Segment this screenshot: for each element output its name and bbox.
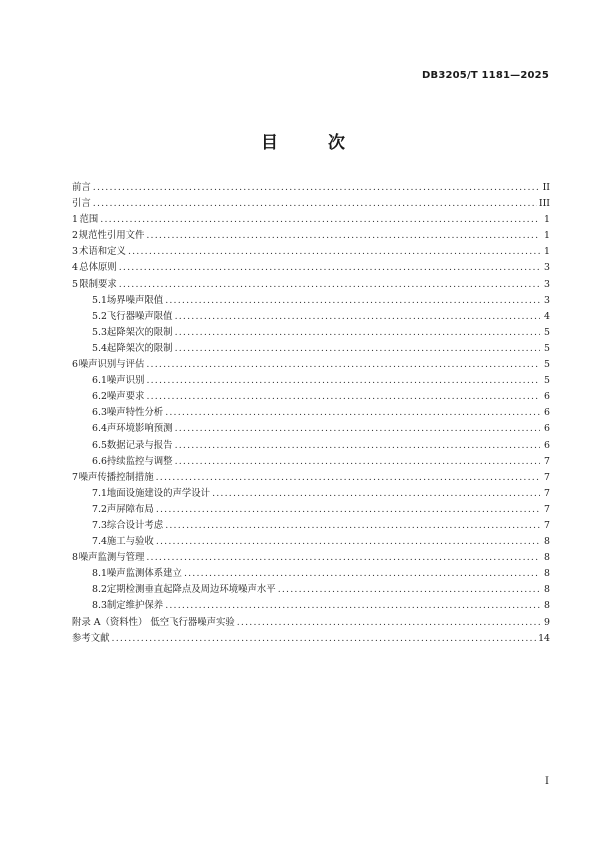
page-number: I: [545, 776, 549, 787]
toc-entry-page: 1: [544, 214, 550, 226]
toc-entry[interactable]: [72, 534, 550, 550]
toc-entry-page: 8: [544, 552, 550, 564]
toc-leader-dots: [156, 534, 540, 550]
toc-entry-page: 7: [544, 503, 550, 515]
toc-entry-page: 3: [544, 262, 550, 274]
toc-entry-number: 6.4: [92, 423, 107, 435]
toc-entry-number: 5.1: [92, 294, 107, 306]
toc-entry[interactable]: [72, 196, 550, 212]
toc-entry-title: 地面设施建设的声学设计: [106, 487, 211, 499]
toc-entry[interactable]: [72, 486, 550, 502]
toc-entry-number: 8.2: [92, 584, 107, 596]
toc-entry-number: 1: [72, 214, 78, 226]
toc-entry[interactable]: [72, 325, 550, 341]
toc-leader-dots: [119, 260, 540, 276]
toc-entry-page: 3: [544, 294, 550, 306]
toc-entry[interactable]: [72, 212, 550, 228]
toc-entry-number: 7.4: [92, 536, 107, 548]
toc-entry-title: 场界噪声限值: [106, 294, 164, 306]
toc-entry-title: 噪声识别: [106, 375, 145, 387]
toc-entry[interactable]: [72, 582, 550, 598]
toc-entry-page: 6: [544, 391, 550, 403]
toc-leader-dots: [146, 357, 540, 373]
toc-leader-dots: [278, 582, 540, 598]
toc-entry[interactable]: [72, 244, 550, 260]
toc-leader-dots: [165, 405, 540, 421]
toc-entry-number: 6.5: [92, 439, 107, 451]
toc-leader-dots: [175, 341, 540, 357]
toc-entry-page: 5: [544, 359, 550, 371]
toc-entry-number: 8.3: [92, 600, 107, 612]
toc-entry-page: II: [542, 182, 550, 193]
toc-leader-dots: [212, 486, 540, 502]
toc-entry[interactable]: [72, 405, 550, 421]
toc-leader-dots: [237, 615, 540, 631]
toc-entry[interactable]: [72, 389, 550, 405]
toc-entry-title: 引言: [72, 198, 91, 210]
toc-entry-title: 数据记录与报告: [106, 439, 173, 451]
toc-entry-title: 附录 A（资料性） 低空飞行器噪声实验: [72, 616, 235, 628]
toc-entry[interactable]: [72, 373, 550, 389]
toc-entry-title: 参考文献: [72, 632, 110, 644]
toc-leader-dots: [112, 631, 537, 647]
toc-entry[interactable]: [72, 470, 550, 486]
toc-leader-dots: [184, 566, 540, 582]
toc-entry-title: 规范性引用文件: [78, 230, 145, 242]
toc-entry-title: 噪声监测与管理: [78, 552, 145, 564]
toc-entry-number: 7.3: [92, 519, 107, 531]
toc-entry[interactable]: [72, 566, 550, 582]
toc-entry[interactable]: [72, 438, 550, 454]
toc-entry[interactable]: [72, 309, 550, 325]
toc-entry[interactable]: [72, 502, 550, 518]
toc-entry-number: 6.2: [92, 391, 107, 403]
toc-leader-dots: [146, 373, 540, 389]
toc-leader-dots: [100, 212, 540, 228]
toc-leader-dots: [175, 438, 540, 454]
toc-entry[interactable]: [72, 260, 550, 276]
toc-entry-title: 总体原则: [79, 262, 117, 274]
toc-entry-page: 7: [544, 471, 550, 483]
toc-entry[interactable]: [72, 180, 550, 196]
toc-entry-number: 5.3: [92, 326, 107, 338]
toc-entry[interactable]: [72, 615, 550, 631]
toc-leader-dots: [165, 518, 540, 534]
toc-entry[interactable]: [72, 357, 550, 373]
toc-entry-number: 6.3: [92, 407, 107, 419]
toc-entry-page: 9: [544, 616, 550, 628]
toc-entry-page: 8: [544, 584, 550, 596]
toc-entry-title: 术语和定义: [79, 246, 126, 258]
toc-entry-page: 4: [544, 310, 550, 322]
toc-leader-dots: [146, 228, 540, 244]
toc-entry[interactable]: [72, 228, 550, 244]
toc-entry-title: 声屏障布局: [106, 503, 154, 515]
toc-leader-dots: [93, 196, 537, 212]
toc-entry-number: 2: [72, 230, 78, 242]
toc-entry-title: 噪声传播控制措施: [78, 471, 154, 483]
toc-leader-dots: [146, 550, 540, 566]
page-title: 目 次: [261, 133, 367, 153]
toc-leader-dots: [93, 180, 540, 196]
toc-entry-number: 8.1: [92, 568, 107, 580]
toc-entry[interactable]: [72, 598, 550, 614]
toc-leader-dots: [156, 502, 540, 518]
toc-leader-dots: [175, 454, 540, 470]
toc-entry[interactable]: [72, 341, 550, 357]
toc-leader-dots: [165, 293, 540, 309]
toc-entry-page: 1: [544, 246, 550, 258]
toc-entry-title: 噪声监测体系建立: [106, 568, 182, 580]
toc-entry-number: 6: [72, 359, 78, 371]
toc-entry-title: 施工与验收: [106, 536, 154, 548]
toc-entry-page: 6: [544, 439, 550, 451]
toc-entry-title: 声环境影响预测: [106, 423, 173, 435]
toc-entry-title: 噪声特性分析: [106, 407, 164, 419]
toc-entry-page: 8: [544, 536, 550, 548]
toc-entry-title: 噪声识别与评估: [78, 359, 145, 371]
toc-leader-dots: [128, 244, 540, 260]
toc-entry-number: 5.4: [92, 342, 107, 354]
toc-entry-page: 5: [544, 375, 550, 387]
toc-entry-number: 5: [72, 278, 78, 290]
toc-entry[interactable]: [72, 518, 550, 534]
toc-entry-title: 综合设计考虑: [106, 519, 164, 531]
table-of-contents: [72, 180, 550, 647]
toc-entry-page: 8: [544, 600, 550, 612]
toc-entry-page: 6: [544, 423, 550, 435]
toc-entry-title: 定期检测垂直起降点及周边环境噪声水平: [106, 584, 276, 596]
toc-entry-number: 6.1: [92, 375, 107, 387]
toc-entry-number: 3: [72, 246, 78, 258]
toc-leader-dots: [165, 598, 540, 614]
standard-code: DB3205/T 1181—2025: [422, 70, 549, 81]
toc-entry-title: 起降架次的限制: [106, 342, 173, 354]
toc-entry[interactable]: [72, 277, 550, 293]
toc-entry-number: 7.2: [92, 503, 107, 515]
toc-entry-title: 持续监控与调整: [106, 455, 173, 467]
toc-entry-page: 14: [538, 632, 550, 644]
toc-entry[interactable]: [72, 550, 550, 566]
toc-entry-title: 起降架次的限制: [106, 326, 173, 338]
toc-leader-dots: [175, 325, 540, 341]
toc-entry-page: 3: [544, 278, 550, 290]
toc-entry-page: 5: [544, 342, 550, 354]
toc-entry[interactable]: [72, 631, 550, 647]
toc-entry-title: 飞行器噪声限值: [106, 310, 173, 322]
toc-entry-page: 5: [544, 326, 550, 338]
toc-leader-dots: [146, 389, 540, 405]
toc-entry-number: 4: [72, 262, 78, 274]
toc-entry-page: III: [538, 198, 550, 210]
toc-entry-page: 7: [544, 487, 550, 499]
toc-leader-dots: [175, 421, 540, 437]
toc-leader-dots: [156, 470, 540, 486]
toc-entry-title: 噪声要求: [106, 391, 145, 403]
toc-entry-number: 5.2: [92, 310, 107, 322]
toc-entry[interactable]: [72, 421, 550, 437]
toc-entry-page: 6: [544, 407, 550, 419]
toc-entry-number: 7.1: [92, 487, 107, 499]
toc-entry-page: 8: [544, 568, 550, 580]
toc-entry-number: 8: [72, 552, 78, 564]
toc-entry-page: 7: [544, 455, 550, 467]
toc-entry-title: 前言: [72, 182, 91, 193]
toc-leader-dots: [119, 277, 540, 293]
toc-entry-number: 7: [72, 471, 78, 483]
toc-entry-page: 1: [544, 230, 550, 242]
toc-entry-page: 7: [544, 519, 550, 531]
toc-entry[interactable]: [72, 454, 550, 470]
toc-entry-number: 6.6: [92, 455, 107, 467]
toc-entry-title: 限制要求: [79, 278, 117, 290]
toc-entry-title: 制定维护保养: [106, 600, 164, 612]
toc-entry-title: 范围: [79, 214, 99, 226]
toc-leader-dots: [175, 309, 540, 325]
toc-entry[interactable]: [72, 293, 550, 309]
